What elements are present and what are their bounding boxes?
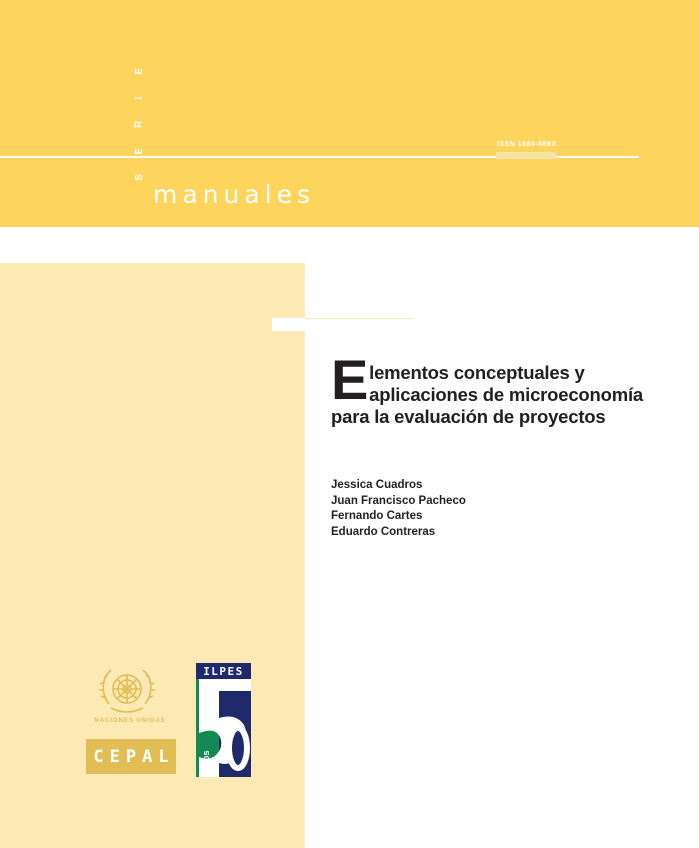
issn-number: ISSN 1680-886X [497,141,557,148]
issn-underline-bar [496,152,556,159]
un-label: NACIONES UNIDAS [94,718,166,724]
series-letter: I [133,96,145,100]
series-letter: E [133,147,145,155]
cepal-label: CEPAL [93,746,175,767]
ilpes-years-label: años [201,750,211,772]
title-line-3: para la evaluación de proyectos [331,406,606,427]
author-name: Fernando Cartes [331,510,423,522]
title-accent-strip [272,318,414,331]
series-letter: E [133,67,145,75]
un-emblem-icon [97,664,157,719]
ilpes-label: ILPES [203,665,244,678]
cover-top-band [0,0,699,227]
author-name: Juan Francisco Pacheco [331,494,466,507]
title-line-2: aplicaciones de microeconomía [369,384,644,405]
series-label-vertical [133,58,147,191]
cepal-logo [86,739,176,774]
series-name: manuales [153,180,316,209]
document-title [331,340,671,428]
series-letter: S [133,173,145,181]
author-name: Eduardo Contreras [331,525,436,538]
author-name: Jessica Cuadros [331,479,423,491]
title-drop-cap: E [331,348,369,411]
series-letter: R [133,120,145,128]
author-list [331,478,466,540]
ilpes-50-years-logo [196,663,251,777]
title-line-1-text: lementos conceptuales y [369,362,585,383]
